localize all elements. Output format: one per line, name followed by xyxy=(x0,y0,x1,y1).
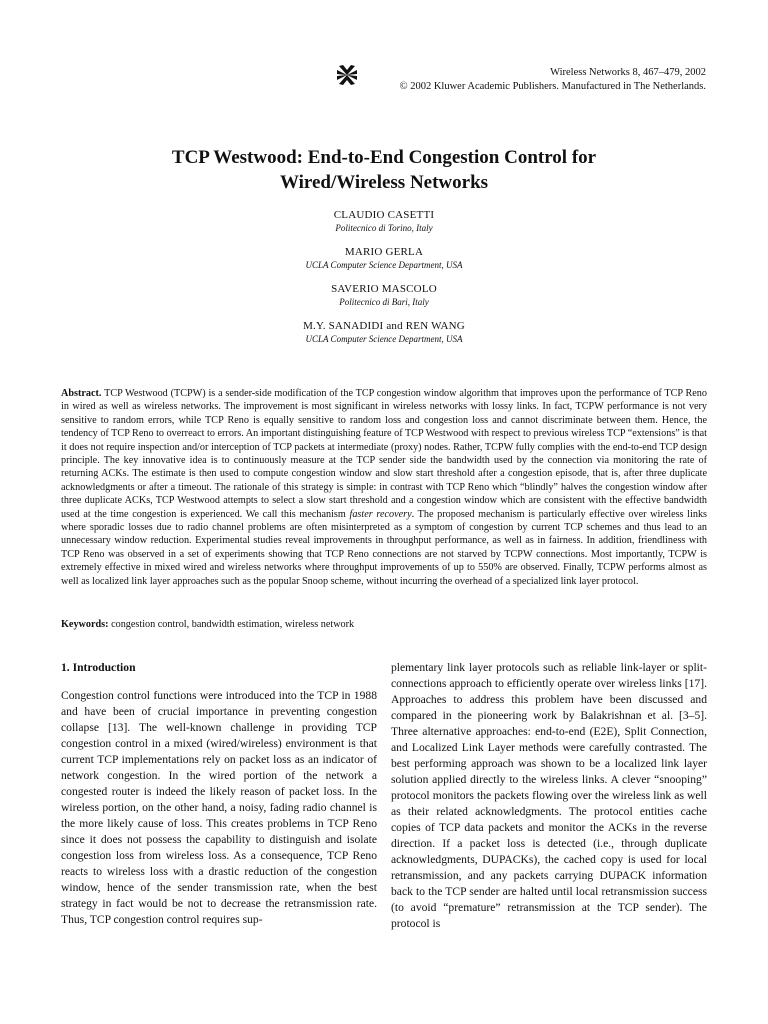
paper-title xyxy=(60,145,708,195)
author-name: CLAUDIO CASETTI xyxy=(333,209,435,221)
author-name: M.Y. SANADIDI and REN WANG xyxy=(303,320,465,332)
author-affiliation: UCLA Computer Science Department, USA xyxy=(305,260,463,270)
author-name: SAVERIO MASCOLO xyxy=(331,283,437,295)
right-column xyxy=(391,660,707,932)
paper-title-line-1: TCP Westwood: End-to-End Congestion Control for xyxy=(171,147,597,168)
author-block xyxy=(60,319,708,345)
abstract-text-part-1: TCP Westwood (TCPW) is a sender-side modification of the TCP congestion window algorithm that improves upon the performance of TCP Reno in wired as well as wireless networks. The improvement is most significant in wireless networks with lossy links. In fact, TCPW performance is not very sensitive to random errors, while TCP Reno is equally sensitive to random loss and congestion loss and cannot discriminate between them. Hence, the tendency of TCP Reno to overreact to errors. An important distinguishing feature of TCP Westwood with respect to previous wireless TCP “extensions” is that it does not require inspection and/or interception of TCP packets at intermediate (proxy) nodes. Rather, TCPW fully complies with the end-to-end TCP design principle. The key innovative idea is to continuously measure at the TCP sender side the bandwidth used by the connection via monitoring the rate of returning ACKs. The estimate is then used to compute congestion window and slow start threshold after a congestion episode, that is, after three duplicate acknowledgments or after a timeout. The rationale of this strategy is simple: in contrast with TCP Reno which “blindly” halves the congestion window after three duplicate ACKs, TCP Westwood attempts to select a slow start threshold and a congestion window which are consistent with the effective bandwidth used at the time congestion is experienced. We call this mechanism xyxy=(61,388,707,520)
left-column xyxy=(61,660,377,928)
author-block xyxy=(60,208,708,234)
keywords-section xyxy=(61,618,707,631)
author-block xyxy=(60,245,708,271)
copyright-line: © 2002 Kluwer Academic Publishers. Manufactured in The Netherlands. xyxy=(399,81,706,92)
abstract-emphasis: faster recovery xyxy=(349,508,412,520)
author-affiliation: Politecnico di Bari, Italy xyxy=(339,297,429,307)
author-list xyxy=(60,208,708,356)
author-affiliation: UCLA Computer Science Department, USA xyxy=(305,334,463,344)
abstract-text-part-2: . The proposed mechanism is particularly effective over wireless links where sporadic losses due to radio channel problems are often misinterpreted as a symptom of congestion by current TCP schemes and thus lead to an unnecessary window reduction. Experimental studies reveal improvements in throughput performance, as well as in fairness. In addition, friendliness with TCP Reno was observed in a set of experiments showing that TCP Reno connections are not starved by TCPW connections. Most importantly, TCPW is extremely effective in mixed wired and wireless networks where throughput improvements of up to 550% are observed. Finally, TCPW performs almost as well as localized link layer approaches such as the popular Snoop scheme, without incurring the overhead of a specialized link layer protocol. xyxy=(61,508,707,587)
paper-title-line-2: Wired/Wireless Networks xyxy=(279,172,489,193)
author-block xyxy=(60,282,708,308)
author-name: MARIO GERLA xyxy=(344,246,424,258)
journal-citation: Wireless Networks 8, 467–479, 2002 xyxy=(550,67,706,78)
keywords-text: congestion control, bandwidth estimation, wireless network xyxy=(111,619,355,630)
section-heading-introduction: 1. Introduction xyxy=(61,661,136,674)
abstract-paragraph xyxy=(61,387,707,588)
keywords-label: Keywords: xyxy=(61,619,109,630)
author-affiliation: Politecnico di Torino, Italy xyxy=(335,223,433,233)
introduction-paragraph-left: Congestion control functions were introduced into the TCP in 1988 and have been of crucial importance in preventing congestion collapse [13]. The well-known challenge in providing TCP congestion control in a mixed (wired/wireless) environment is that current TCP implementations rely on packet loss as an indicator of network congestion. In the wired portion of the network a congested router is indeed the likely reason of packet loss. In the wireless portion, on the other hand, a noisy, fading radio channel is the more likely cause of loss. This creates problems in TCP Reno since it does not possess the capability to distinguish and isolate congestion loss from wireless loss. As a consequence, TCP Reno reacts to wireless loss with a drastic reduction of the congestion window, hence of the sender transmission rate, when the best strategy in fact would be not to decrease the retransmission rate. Thus, TCP congestion control requires sup- xyxy=(61,689,377,926)
introduction-paragraph-right: plementary link layer protocols such as reliable link-layer or split-connections approach to efficiently operate over wireless links [17]. Approaches to address this problem have been discussed and compared in the pioneering work by Balakrishnan et al. [3–5]. Three alternative approaches: end-to-end (E2E), Split Connection, and Localized Link Layer methods were carefully contrasted. The best performing approach was shown to be a localized link layer solution applied directly to the wireless links. A clever “snooping” protocol monitors the packets flowing over the wireless link as well as their related acknowledgments. The protocol entities cache copies of TCP data packets and monitor the ACKs in the reverse direction. If a packet loss is detected (i.e., through duplicate acknowledgments, DUPACKs), the cached copy is used for local retransmission, and any packets carrying DUPACK information back to the TCP sender are halted until local retransmission success (to avoid “premature” retransmission at the TCP sender). The protocol is xyxy=(391,661,707,930)
keywords-paragraph xyxy=(61,618,707,631)
journal-info xyxy=(400,66,706,94)
publisher-logo-icon xyxy=(336,64,358,86)
abstract-label: Abstract. xyxy=(61,388,102,399)
abstract-section xyxy=(61,387,707,588)
